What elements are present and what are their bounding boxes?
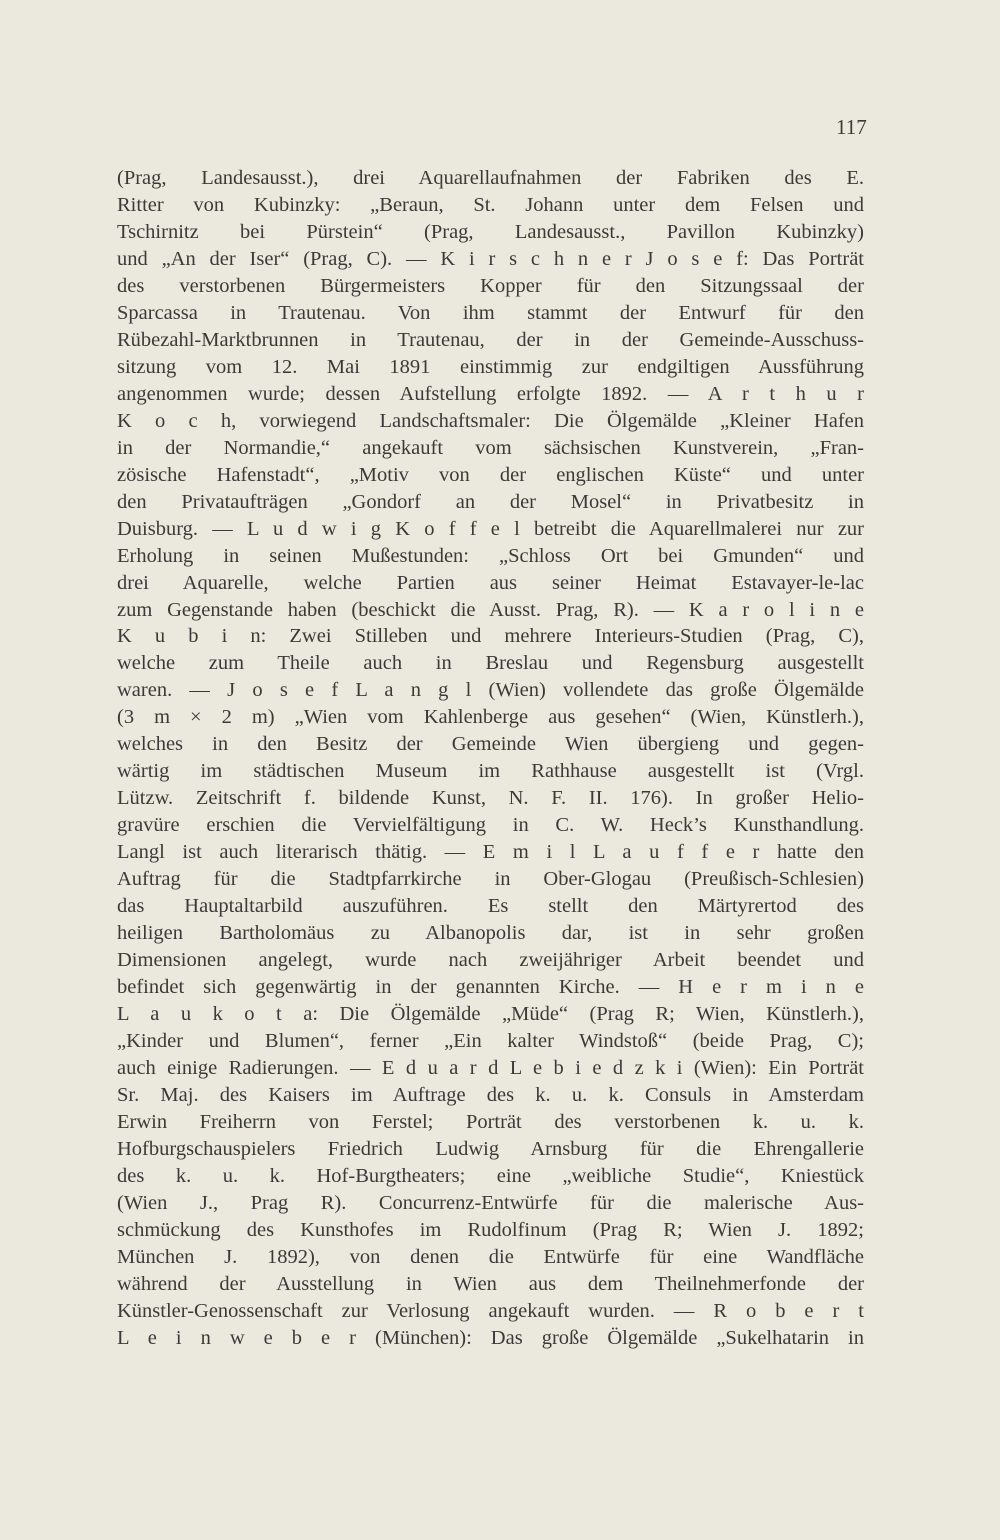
text-line: auch einige Radierungen. — E d u a r d L e b i e d z k i (Wien): Ein Porträt [117, 1056, 864, 1079]
text-line: „Kinder und Blumen“, ferner „Ein kalter Windstoß“ (beide Prag, C); [117, 1030, 864, 1052]
text-line: heiligen Bartholomäus zu Albanopolis dar, ist in sehr großen [117, 922, 864, 945]
text-line: Rübezahl-Marktbrunnen in Trautenau, der in der Gemeinde-Ausschuss- [117, 328, 864, 351]
text-line: (3 m × 2 m) „Wien vom Kahlenberge aus gesehen“ (Wien, Künstlerh.), [117, 706, 864, 729]
text-line: Sparcassa in Trautenau. Von ihm stammt der Entwurf für den [117, 301, 864, 324]
text-line: wärtig im städtischen Museum im Rathhause ausgestellt ist (Vrgl. [117, 760, 864, 783]
text-line: Duisburg. — L u d w i g K o f f e l betreibt die Aquarellmalerei nur zur [117, 517, 864, 540]
text-line: Ritter von Kubinzky: „Beraun, St. Johann unter dem Felsen und [117, 193, 864, 216]
text-line: sitzung vom 12. Mai 1891 einstimmig zur endgiltigen Aussführung [117, 355, 864, 378]
text-line: Hofburgschauspielers Friedrich Ludwig Arnsburg für die Ehrengallerie [117, 1137, 864, 1160]
text-line: (Wien J., Prag R). Concurrenz-Entwürfe für die malerische Aus- [117, 1191, 864, 1214]
body-text [117, 165, 864, 1352]
text-line: (Prag, Landesausst.), drei Aquarellaufnahmen der Fabriken des E. [117, 167, 864, 189]
text-line: Auftrag für die Stadtpfarrkirche in Ober-Glogau (Preußisch-Schlesien) [117, 868, 864, 891]
text-line: Sr. Maj. des Kaisers im Auftrage des k. u. k. Consuls in Amsterdam [117, 1083, 864, 1106]
text-line: Künstler-Genossenschaft zur Verlosung angekauft wurden. — R o b e r t [117, 1299, 864, 1322]
text-line: den Privataufträgen „Gondorf an der Mosel“ in Privatbesitz in [117, 490, 864, 513]
text-line: das Hauptaltarbild auszuführen. Es stellt den Märtyrertod des [117, 895, 864, 918]
text-line: Erholung in seinen Mußestunden: „Schloss Ort bei Gmunden“ und [117, 544, 864, 567]
text-line: des verstorbenen Bürgermeisters Kopper für den Sitzungssaal der [117, 274, 864, 297]
text-line: und „An der Iser“ (Prag, C). — K i r s c h n e r J o s e f: Das Porträt [117, 247, 864, 270]
text-line: befindet sich gegenwärtig in der genannten Kirche. — H e r m i n e [117, 976, 864, 999]
text-line: in der Normandie,“ angekauft vom sächsischen Kunstverein, „Fran- [117, 436, 864, 459]
text-line: L e i n w e b e r (München): Das große Ölgemälde „Sukelhatarin in [117, 1326, 864, 1349]
text-line: K u b i n: Zwei Stilleben und mehrere Interieurs-Studien (Prag, C), [117, 625, 864, 648]
text-line: Dimensionen angelegt, wurde nach zweijähriger Arbeit beendet und [117, 949, 864, 972]
text-line: gravüre erschien die Vervielfältigung in C. W. Heck’s Kunsthandlung. [117, 814, 864, 837]
text-line: Erwin Freiherrn von Ferstel; Porträt des verstorbenen k. u. k. [117, 1110, 864, 1133]
text-line: drei Aquarelle, welche Partien aus seiner Heimat Estavayer-le-lac [117, 571, 864, 594]
page-number: 117 [836, 115, 867, 139]
text-line: angenommen wurde; dessen Aufstellung erfolgte 1892. — A r t h u r [117, 382, 864, 405]
text-line: welches in den Besitz der Gemeinde Wien übergieng und gegen- [117, 733, 864, 756]
text-line: K o c h, vorwiegend Landschaftsmaler: Die Ölgemälde „Kleiner Hafen [117, 409, 864, 432]
text-line: München J. 1892), von denen die Entwürfe für eine Wandfläche [117, 1245, 864, 1268]
text-line: zösische Hafenstadt“, „Motiv von der englischen Küste“ und unter [117, 463, 864, 486]
text-line: Tschirnitz bei Pürstein“ (Prag, Landesausst., Pavillon Kubinzky) [117, 220, 864, 243]
text-line: während der Ausstellung in Wien aus dem Theilnehmerfonde der [117, 1272, 864, 1295]
text-line: welche zum Theile auch in Breslau und Regensburg ausgestellt [117, 652, 864, 675]
text-line: zum Gegenstande haben (beschickt die Ausst. Prag, R). — K a r o l i n e [117, 598, 864, 621]
text-line: L a u k o t a: Die Ölgemälde „Müde“ (Prag R; Wien, Künstlerh.), [117, 1003, 864, 1026]
text-line: Langl ist auch literarisch thätig. — E m i l L a u f f e r hatte den [117, 841, 864, 864]
text-line: des k. u. k. Hof-Burgtheaters; eine „weibliche Studie“, Kniestück [117, 1164, 864, 1187]
text-line: schmückung des Kunsthofes im Rudolfinum (Prag R; Wien J. 1892; [117, 1218, 864, 1241]
text-line: Lützw. Zeitschrift f. bildende Kunst, N. F. II. 176). In großer Helio- [117, 787, 864, 810]
text-line: waren. — J o s e f L a n g l (Wien) vollendete das große Ölgemälde [117, 679, 864, 702]
